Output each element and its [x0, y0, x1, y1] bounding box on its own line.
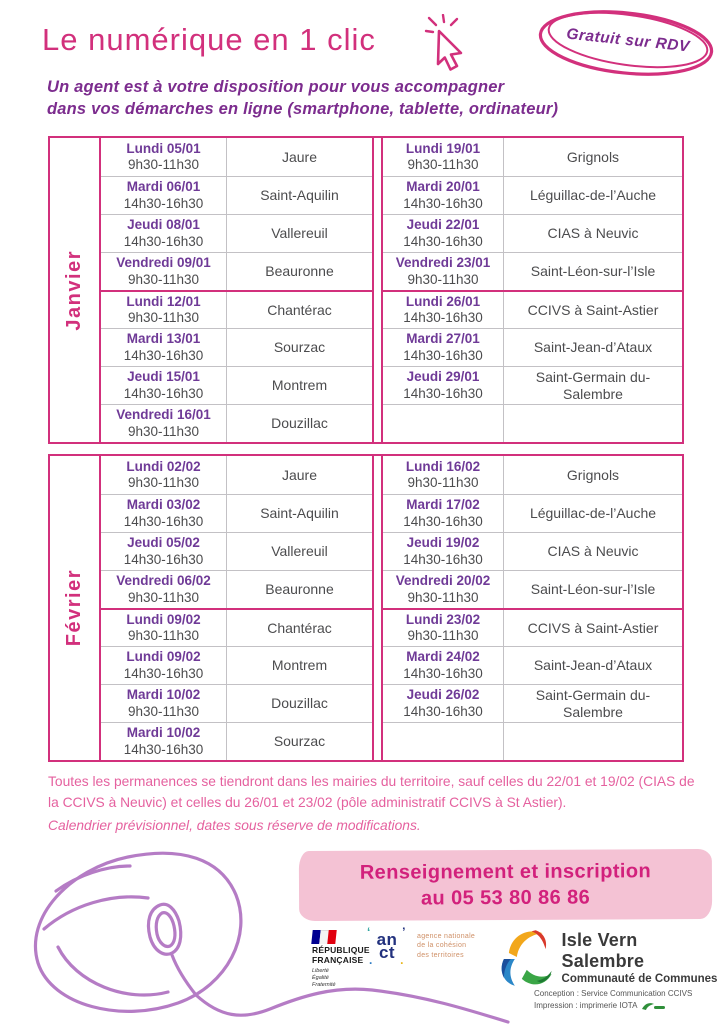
session-day: Mardi 27/01: [406, 331, 480, 347]
session-date-cell: [101, 177, 227, 214]
schedule-row: [383, 456, 682, 494]
session-time: 9h30-11h30: [127, 475, 200, 490]
session-day: Vendredi 16/01: [116, 407, 211, 423]
anct-logo: [367, 924, 476, 968]
session-date-cell: [383, 571, 504, 608]
schedule-row: [383, 176, 682, 214]
schedule-subtable-janvier-right: [381, 138, 682, 442]
session-location: Douzillac: [271, 695, 328, 712]
session-time: 14h30-16h30: [403, 551, 483, 567]
session-date-cell: [383, 329, 504, 366]
contact-line-1: Renseignement et inscription: [359, 860, 652, 884]
session-day: Mardi 17/02: [406, 497, 480, 513]
schedule-row: [383, 684, 682, 722]
session-day: Lundi 05/01: [126, 140, 201, 156]
session-day: Mardi 13/01: [126, 331, 201, 347]
session-day: Jeudi 08/01: [127, 217, 200, 233]
session-time: 14h30-16h30: [123, 513, 204, 529]
session-time: 14h30-16h30: [123, 665, 204, 681]
anct-monogram: ‘ ’ . . an ct: [367, 924, 406, 968]
session-day: Lundi 23/02: [405, 611, 481, 627]
session-day: Jeudi 05/02: [127, 535, 200, 551]
contact-box: [299, 849, 712, 921]
anct-an: an: [376, 929, 398, 949]
session-location: Saint-Jean-d’Ataux: [533, 657, 653, 674]
session-time: 14h30-16h30: [403, 665, 483, 681]
session-time: 14h30-16h30: [123, 347, 204, 363]
session-day: Jeudi 29/01: [406, 369, 480, 385]
session-day: Vendredi 09/01: [116, 255, 211, 271]
schedule-row: [101, 290, 372, 328]
session-date-cell: [383, 292, 504, 328]
session-day: Lundi 19/01: [405, 140, 481, 156]
session-day: Mardi 24/02: [406, 649, 480, 665]
session-date-cell: [383, 533, 504, 570]
session-location: Douzillac: [271, 415, 328, 432]
imprimvert-icon: [640, 1001, 666, 1011]
session-date-cell: [383, 456, 504, 494]
session-time: 9h30-11h30: [127, 271, 200, 287]
session-time: 14h30-16h30: [123, 551, 204, 567]
schedule-subtable-fevrier-right: [381, 456, 682, 760]
session-location: Jaure: [281, 148, 318, 165]
session-time: 9h30-11h30: [127, 589, 200, 605]
schedule-row: [383, 290, 682, 328]
note-disclaimer: Calendrier prévisionnel, dates sous réserve de modifications.: [48, 818, 421, 834]
session-location: [504, 405, 682, 442]
session-date-cell: [101, 571, 227, 608]
session-date-cell: [101, 495, 227, 532]
session-time: 14h30-16h30: [403, 347, 483, 363]
session-date-cell: [383, 177, 504, 214]
schedule-row: [101, 328, 372, 366]
session-location: Chantérac: [267, 619, 332, 636]
session-date-cell: [101, 367, 227, 404]
session-time: 9h30-11h30: [127, 157, 200, 172]
schedule-row: [101, 646, 372, 684]
french-flag-icon: [311, 930, 336, 944]
schedule-row: [383, 328, 682, 366]
schedule-row: [101, 176, 372, 214]
session-day: Vendredi 06/02: [116, 573, 211, 589]
table-middle-gap: [374, 456, 381, 760]
schedule-row: [383, 138, 682, 176]
schedule-row: [101, 570, 372, 608]
session-location: Saint-Germain du-Salembre: [535, 687, 651, 720]
session-day: Jeudi 19/02: [406, 535, 480, 551]
month-column: [50, 456, 101, 760]
session-time: 9h30-11h30: [127, 628, 200, 643]
footer-notes: [48, 772, 700, 833]
session-time: 14h30-16h30: [403, 703, 483, 719]
session-day: Lundi 26/01: [405, 293, 481, 309]
session-day: Jeudi 15/01: [127, 369, 200, 385]
rf-name-line-2: FRANÇAISE: [312, 954, 364, 965]
session-location: CCIVS à Saint-Astier: [527, 301, 659, 318]
session-time: 14h30-16h30: [403, 385, 483, 401]
session-location: Grignols: [566, 148, 620, 165]
session-date-cell: [101, 292, 227, 328]
note-locations: Toutes les permanences se tiendront dans les mairies du territoire, sauf celles du 22/01 et 19/02 (CIAS de la CCIVS à Neuvic) et celles du 26/01 et 23/02 (pôle administratif CCIVS à St Astier).: [48, 774, 695, 810]
session-time: 14h30-16h30: [123, 195, 204, 211]
anct-description: agence nationale de la cohésion des territoires: [417, 933, 476, 959]
session-date-cell: [101, 405, 227, 442]
schedule-row: [101, 252, 372, 290]
session-date-cell: [383, 723, 504, 760]
session-date-cell: [101, 456, 227, 494]
month-label: Janvier: [63, 249, 85, 331]
print-credits: [534, 988, 692, 1012]
session-location: Saint-Aquilin: [260, 187, 339, 204]
session-time: 9h30-11h30: [127, 423, 200, 439]
click-cursor-icon: [424, 14, 472, 77]
session-location: Saint-Jean-d’Ataux: [533, 339, 653, 356]
session-location: Vallereuil: [271, 543, 328, 560]
schedule-row: [101, 138, 372, 176]
month-label: Février: [63, 569, 85, 647]
ivs-pinwheel-icon: [496, 926, 556, 990]
contact-phone: au 05 53 80 86 86: [420, 886, 591, 910]
schedule-subtable-janvier-left: [101, 138, 374, 442]
session-location: Montrem: [271, 657, 328, 674]
session-time: 14h30-16h30: [123, 385, 204, 401]
month-block-janvier: [48, 136, 684, 444]
session-time: 14h30-16h30: [403, 195, 483, 211]
session-location: Léguillac-de-l’Auche: [529, 187, 657, 204]
schedule-row: [383, 366, 682, 404]
subtitle: [47, 76, 558, 121]
session-date-cell: [101, 723, 227, 760]
session-date-cell: [101, 647, 227, 684]
session-date-cell: [101, 533, 227, 570]
schedule-row: [101, 214, 372, 252]
session-time: 14h30-16h30: [123, 741, 204, 757]
schedule-row: [101, 456, 372, 494]
session-time: 9h30-11h30: [127, 703, 200, 719]
table-middle-gap: [374, 138, 381, 442]
session-day: Mardi 20/01: [406, 179, 480, 195]
session-location: Sourzac: [273, 339, 326, 356]
subtitle-line-2: dans vos démarches en ligne (smartphone, tablette, ordinateur): [47, 100, 559, 119]
schedule-row: [383, 494, 682, 532]
schedule-row: [101, 608, 372, 646]
schedule-row: [101, 366, 372, 404]
session-time: 14h30-16h30: [123, 233, 204, 249]
anct-ct: ct: [378, 943, 396, 963]
session-day: Lundi 02/02: [126, 458, 201, 474]
session-time: 9h30-11h30: [407, 475, 479, 490]
session-day: Mardi 10/02: [126, 725, 201, 741]
session-location: Saint-Aquilin: [260, 505, 339, 522]
subtitle-line-1: Un agent est à votre disposition pour vous accompagner: [47, 78, 505, 96]
session-time: 14h30-16h30: [403, 233, 483, 249]
schedule-row: [383, 404, 682, 442]
session-date-cell: [101, 138, 227, 176]
session-location: Sourzac: [273, 733, 326, 750]
session-day: Mardi 10/02: [126, 687, 201, 703]
session-day: Lundi 09/02: [126, 611, 201, 627]
session-date-cell: [101, 329, 227, 366]
session-time: 14h30-16h30: [403, 513, 483, 529]
credit-impression: Impression : imprimerie IOTA: [534, 1001, 638, 1010]
republique-francaise-logo: [312, 930, 370, 989]
session-time: 9h30-11h30: [407, 271, 479, 287]
session-date-cell: [383, 685, 504, 722]
session-date-cell: [383, 253, 504, 290]
session-time: 9h30-11h30: [407, 157, 479, 172]
session-time: 9h30-11h30: [407, 628, 479, 643]
session-location: Beauronne: [265, 581, 334, 598]
session-location: Montrem: [271, 377, 328, 394]
ivs-name: Isle Vern Salembre: [561, 930, 645, 971]
session-location: Beauronne: [265, 263, 334, 280]
free-appointment-badge-label: Gratuit sur RDV: [565, 25, 691, 56]
session-day: Lundi 12/01: [126, 293, 201, 309]
session-day: Vendredi 23/01: [395, 255, 491, 271]
session-day: Mardi 03/02: [126, 497, 201, 513]
schedule-row: [383, 722, 682, 760]
session-location: CIAS à Neuvic: [547, 225, 639, 242]
schedule-row: [383, 570, 682, 608]
schedule-subtable-fevrier-left: [101, 456, 374, 760]
month-block-fevrier: [48, 454, 684, 762]
schedule-row: [383, 214, 682, 252]
credit-conception: Conception : Service Communication CCIVS: [534, 989, 693, 998]
isle-vern-salembre-logo: [496, 926, 724, 990]
session-location: CCIVS à Saint-Astier: [527, 619, 659, 636]
schedule-row: [383, 646, 682, 684]
session-date-cell: [101, 253, 227, 290]
session-date-cell: [101, 610, 227, 646]
schedule-row: [101, 722, 372, 760]
session-day: Mardi 06/01: [126, 179, 201, 195]
session-date-cell: [383, 138, 504, 176]
session-date-cell: [383, 610, 504, 646]
session-location: CIAS à Neuvic: [547, 543, 639, 560]
session-date-cell: [101, 215, 227, 252]
ivs-text: [562, 930, 724, 990]
session-location: Vallereuil: [271, 225, 328, 242]
session-time: 9h30-11h30: [407, 589, 479, 605]
session-date-cell: [383, 367, 504, 404]
session-date-cell: [383, 215, 504, 252]
session-day: Jeudi 26/02: [406, 687, 480, 703]
session-day: Lundi 16/02: [405, 458, 481, 474]
session-location: Saint-Léon-sur-l’Isle: [530, 263, 656, 280]
session-location: Saint-Germain du-Salembre: [535, 369, 651, 402]
session-location: Léguillac-de-l’Auche: [529, 505, 657, 522]
session-time: 9h30-11h30: [127, 310, 200, 325]
session-location: Grignols: [566, 466, 620, 483]
schedule-row: [101, 684, 372, 722]
rf-name-line-1: RÉPUBLIQUE: [312, 945, 370, 955]
session-date-cell: [383, 495, 504, 532]
schedule-row: [101, 494, 372, 532]
session-day: Jeudi 22/01: [406, 217, 480, 233]
session-location: Saint-Léon-sur-l’Isle: [530, 581, 656, 598]
session-location: Chantérac: [267, 301, 332, 318]
month-column: [50, 138, 101, 442]
session-date-cell: [383, 405, 504, 442]
schedule-row: [101, 404, 372, 442]
schedule-tables: [48, 136, 684, 762]
ivs-subtitle: Communauté de Communes: [561, 973, 718, 985]
free-appointment-badge: [534, 2, 718, 84]
session-date-cell: [101, 685, 227, 722]
page-title: Le numérique en 1 clic: [42, 22, 376, 57]
schedule-row: [383, 608, 682, 646]
session-day: Vendredi 20/02: [395, 573, 491, 589]
session-day: Lundi 09/02: [126, 649, 201, 665]
session-time: 14h30-16h30: [403, 310, 483, 325]
rf-motto: Liberté Égalité Fraternité: [312, 967, 336, 988]
session-date-cell: [383, 647, 504, 684]
schedule-row: [101, 532, 372, 570]
schedule-row: [383, 532, 682, 570]
session-location: [504, 723, 682, 760]
schedule-row: [383, 252, 682, 290]
session-location: Jaure: [281, 466, 318, 483]
